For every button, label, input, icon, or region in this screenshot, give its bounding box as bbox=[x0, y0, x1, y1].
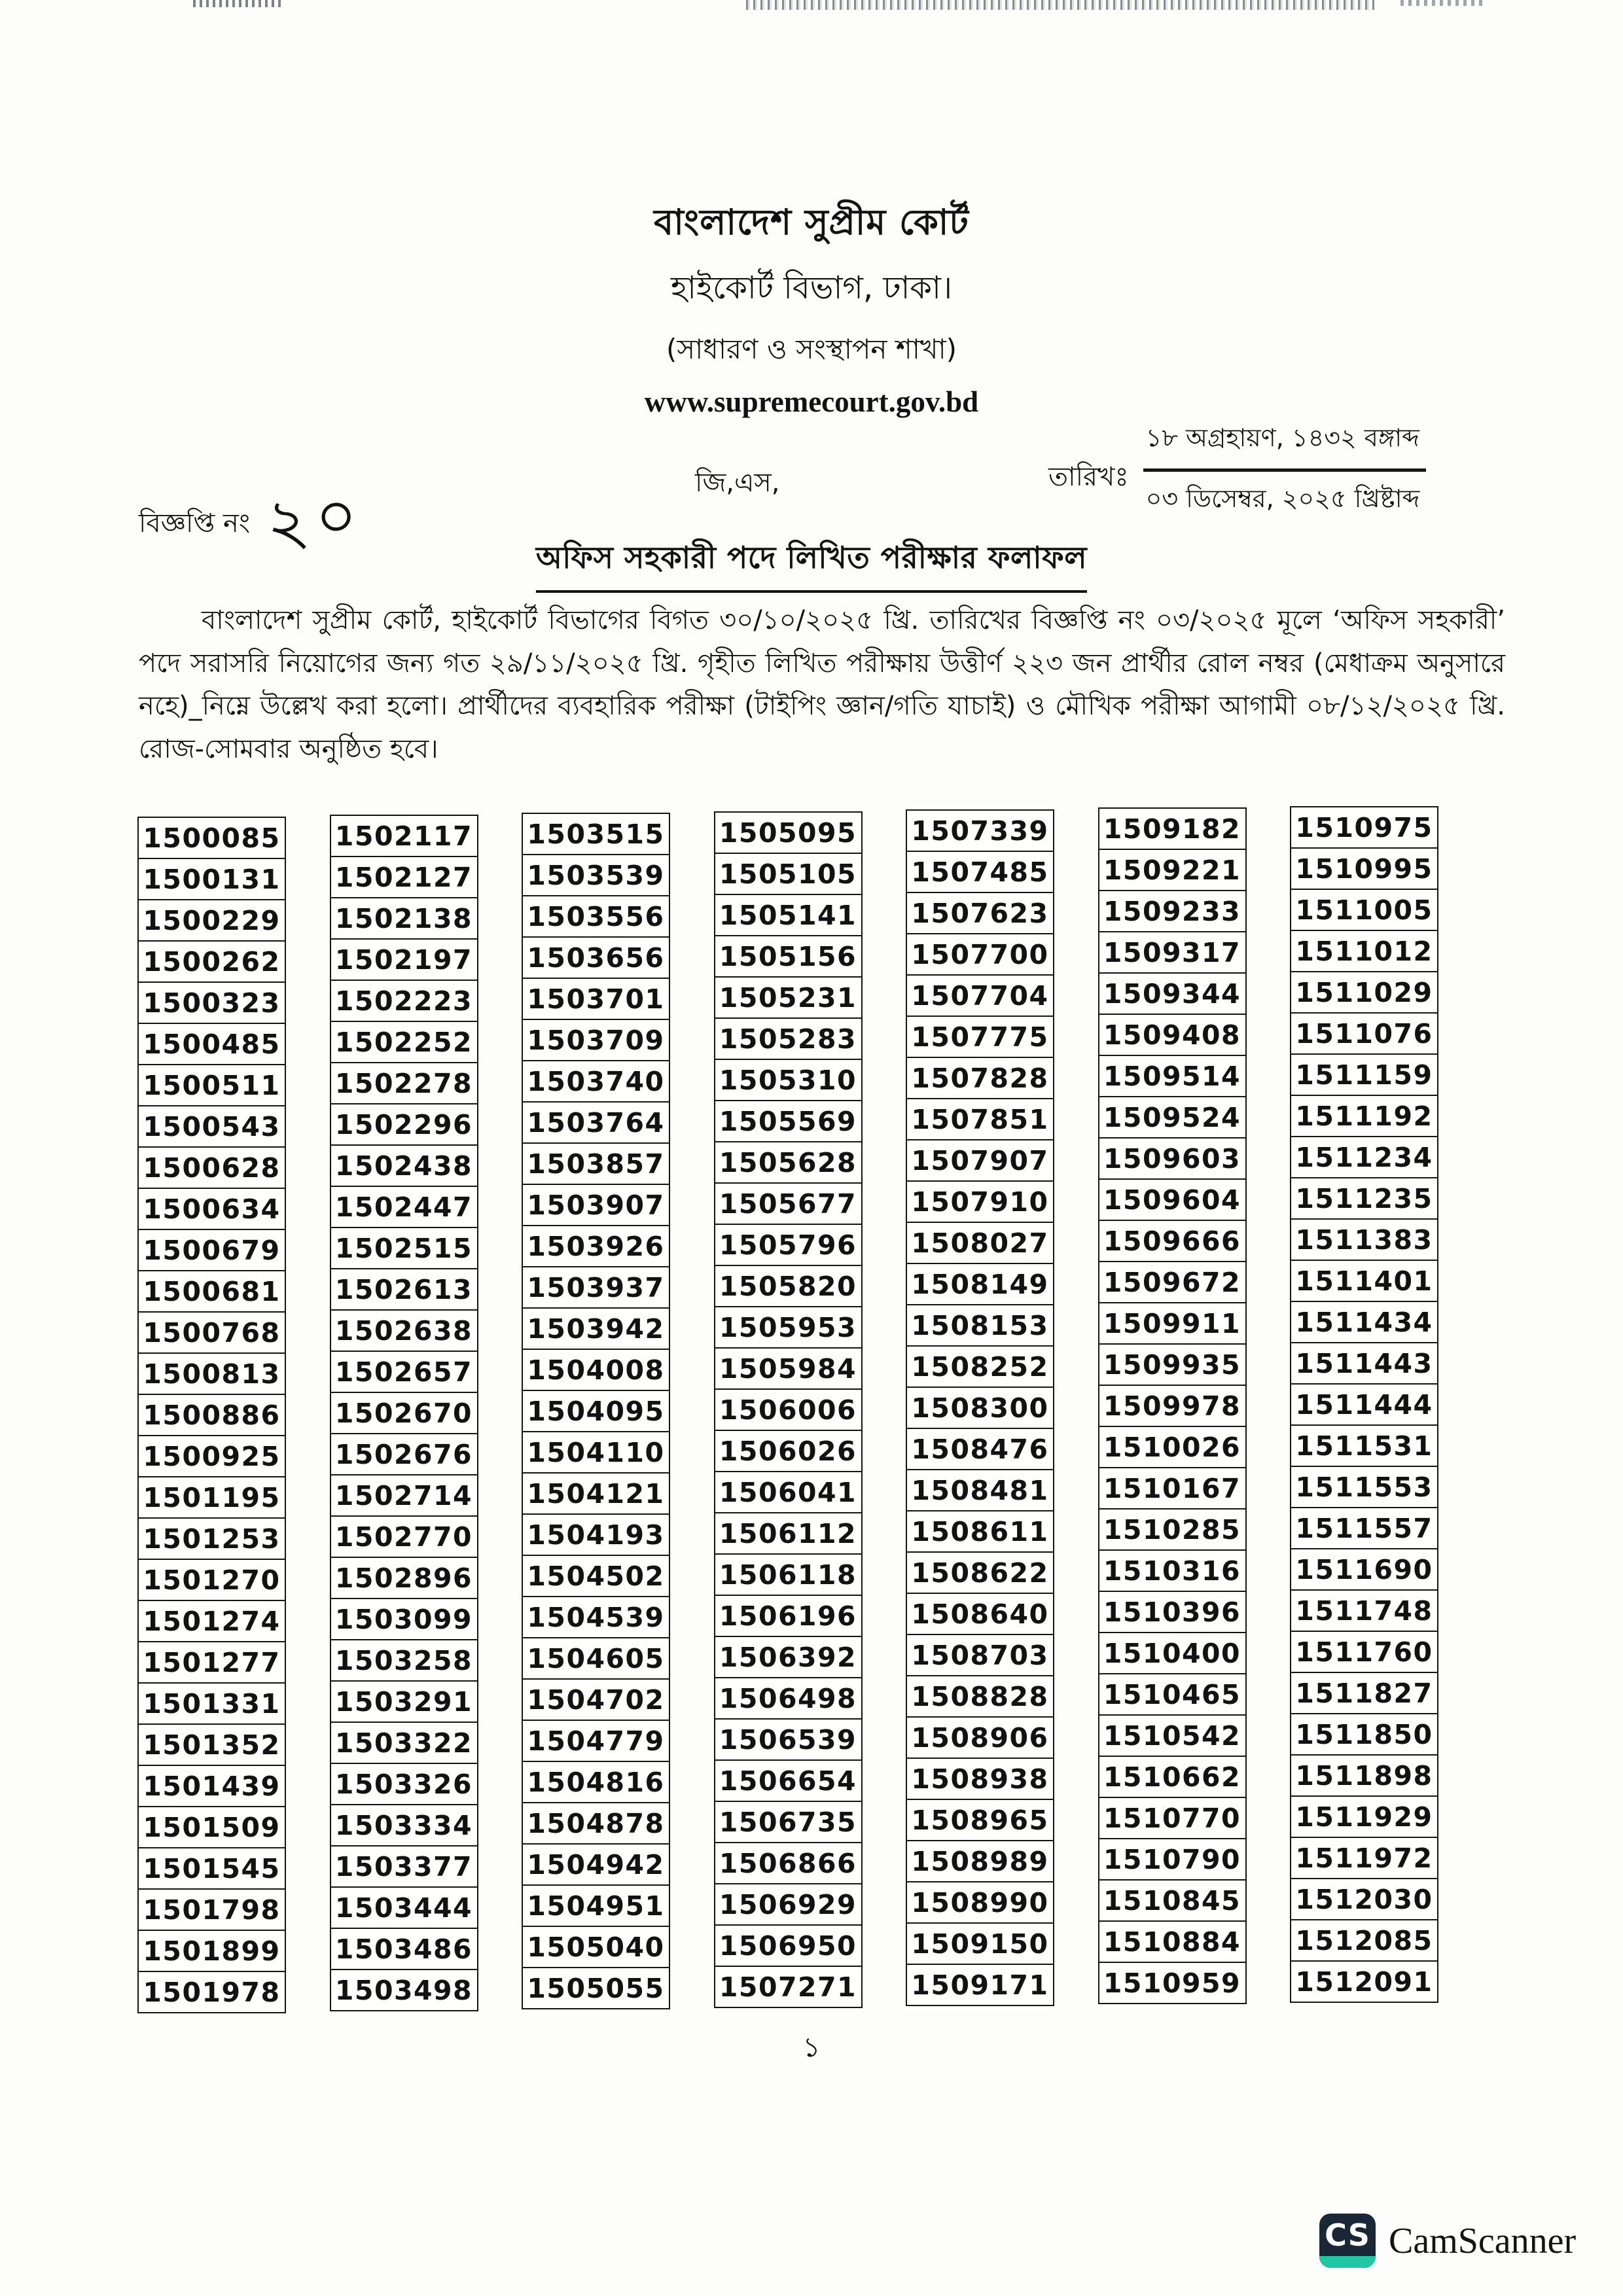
intro-paragraph: বাংলাদেশ সুপ্রীম কোর্ট, হাইকোর্ট বিভাগের বিগত ৩০/১০/২০২৫ খ্রি. তারিখের বিজ্ঞপ্তি নং ০৩/২০২৫ মূলে ‘অফিস সহকারী’ পদে সরাসরি নিয়োগের জন্য গত ২৯/১১/২০২৫ খ্রি. গৃহীত লিখিত পরীক্ষায় উত্তীর্ণ ২২৩ জন প্রার্থীর রোল নম্বর (মেধাক্রম অনুসারে নহে)_নিম্নে উল্লেখ করা হলো। প্রার্থীদের ব্যবহারিক পরীক্ষা (টাইপিং জ্ঞান/গতি যাচাই) ও মৌখিক পরীক্ষা আগামী ০৮/১২/২০২৫ খ্রি. রোজ-সোমবার অনুষ্ঠিত হবে। bbox=[139, 605, 1505, 764]
roll-cell: 1509978 bbox=[1098, 1385, 1247, 1427]
roll-cell: 1507485 bbox=[906, 851, 1054, 893]
roll-cell: 1503515 bbox=[522, 813, 670, 855]
roll-cell: 1510995 bbox=[1290, 847, 1438, 890]
roll-cell: 1500543 bbox=[137, 1105, 286, 1148]
title-row bbox=[0, 535, 1623, 593]
date-block bbox=[1048, 419, 1426, 521]
roll-cell: 1506498 bbox=[714, 1677, 863, 1720]
roll-cell: 1503701 bbox=[522, 978, 670, 1020]
page-title: অফিস সহকারী পদে লিখিত পরীক্ষার ফলাফল bbox=[536, 535, 1087, 593]
roll-cell: 1500679 bbox=[137, 1229, 286, 1271]
roll-table bbox=[137, 806, 1438, 2008]
roll-cell: 1507271 bbox=[714, 1966, 863, 2008]
roll-cell: 1512085 bbox=[1290, 1919, 1438, 1962]
roll-cell: 1502252 bbox=[330, 1021, 478, 1063]
roll-cell: 1503556 bbox=[522, 895, 670, 938]
roll-cell: 1503291 bbox=[330, 1680, 478, 1723]
roll-cell: 1508153 bbox=[906, 1304, 1054, 1347]
roll-cell: 1503322 bbox=[330, 1722, 478, 1764]
roll-cell: 1501798 bbox=[137, 1888, 286, 1931]
roll-cell: 1509514 bbox=[1098, 1055, 1247, 1097]
roll-cell: 1501899 bbox=[137, 1930, 286, 1972]
roll-cell: 1509182 bbox=[1098, 807, 1247, 850]
roll-cell: 1505231 bbox=[714, 976, 863, 1019]
roll-cell: 1507851 bbox=[906, 1098, 1054, 1140]
roll-cell: 1502127 bbox=[330, 856, 478, 898]
branch-line: (সাধারণ ও সংস্থাপন শাখা) bbox=[666, 333, 957, 365]
roll-cell: 1505156 bbox=[714, 935, 863, 978]
roll-cell: 1505953 bbox=[714, 1306, 863, 1349]
roll-cell: 1500131 bbox=[137, 858, 286, 900]
roll-cell: 1506006 bbox=[714, 1388, 863, 1431]
roll-cell: 1500085 bbox=[137, 817, 286, 859]
roll-column-1 bbox=[137, 817, 286, 2013]
roll-cell: 1502438 bbox=[330, 1144, 478, 1187]
roll-cell: 1505040 bbox=[522, 1926, 670, 1968]
roll-cell: 1503926 bbox=[522, 1225, 670, 1267]
scan-artifact bbox=[1400, 0, 1486, 6]
roll-cell: 1502223 bbox=[330, 980, 478, 1022]
roll-cell: 1505095 bbox=[714, 811, 863, 854]
roll-cell: 1510884 bbox=[1098, 1920, 1247, 1963]
camscanner-icon-text: CS bbox=[1325, 2217, 1370, 2253]
roll-cell: 1509604 bbox=[1098, 1178, 1247, 1221]
roll-cell: 1509666 bbox=[1098, 1220, 1247, 1262]
roll-cell: 1506654 bbox=[714, 1759, 863, 1802]
roll-cell: 1502770 bbox=[330, 1515, 478, 1558]
roll-cell: 1511972 bbox=[1290, 1837, 1438, 1879]
roll-cell: 1500262 bbox=[137, 940, 286, 983]
roll-cell: 1510770 bbox=[1098, 1797, 1247, 1839]
roll-cell: 1500681 bbox=[137, 1270, 286, 1313]
roll-cell: 1510400 bbox=[1098, 1632, 1247, 1674]
roll-cell: 1508300 bbox=[906, 1386, 1054, 1429]
roll-cell: 1503656 bbox=[522, 936, 670, 979]
roll-cell: 1504951 bbox=[522, 1884, 670, 1927]
roll-cell: 1500768 bbox=[137, 1311, 286, 1354]
roll-cell: 1508027 bbox=[906, 1222, 1054, 1264]
roll-cell: 1509317 bbox=[1098, 931, 1247, 974]
roll-cell: 1510542 bbox=[1098, 1714, 1247, 1757]
scan-artifact bbox=[746, 0, 1374, 10]
roll-cell: 1503486 bbox=[330, 1928, 478, 1970]
roll-cell: 1506866 bbox=[714, 1842, 863, 1884]
roll-cell: 1511444 bbox=[1290, 1383, 1438, 1426]
roll-cell: 1504095 bbox=[522, 1390, 670, 1432]
roll-cell: 1506112 bbox=[714, 1512, 863, 1555]
date-bangla: ১৮ অগ্রহায়ণ, ১৪৩২ বঙ্গাব্দ bbox=[1143, 419, 1427, 472]
roll-cell: 1508611 bbox=[906, 1510, 1054, 1553]
roll-column-3 bbox=[522, 813, 670, 2009]
roll-cell: 1507700 bbox=[906, 933, 1054, 976]
roll-cell: 1505984 bbox=[714, 1347, 863, 1390]
roll-cell: 1508828 bbox=[906, 1675, 1054, 1718]
roll-cell: 1504121 bbox=[522, 1472, 670, 1515]
roll-cell: 1504878 bbox=[522, 1802, 670, 1845]
roll-cell: 1511748 bbox=[1290, 1589, 1438, 1632]
roll-cell: 1506118 bbox=[714, 1553, 863, 1596]
roll-cell: 1505141 bbox=[714, 894, 863, 936]
notice-number-label: বিজ্ঞপ্তি নং bbox=[139, 508, 251, 539]
roll-cell: 1503764 bbox=[522, 1101, 670, 1144]
roll-cell: 1510662 bbox=[1098, 1756, 1247, 1798]
roll-cell: 1501274 bbox=[137, 1600, 286, 1642]
roll-cell: 1500813 bbox=[137, 1352, 286, 1395]
roll-cell: 1508989 bbox=[906, 1840, 1054, 1882]
roll-column-7 bbox=[1290, 806, 1438, 2003]
roll-cell: 1507623 bbox=[906, 892, 1054, 934]
website-url: www.supremecourt.gov.bd bbox=[644, 385, 979, 418]
roll-cell: 1508640 bbox=[906, 1593, 1054, 1635]
roll-cell: 1504702 bbox=[522, 1678, 670, 1721]
roll-cell: 1508990 bbox=[906, 1881, 1054, 1924]
page-number: ১ bbox=[802, 2031, 821, 2063]
roll-cell: 1505820 bbox=[714, 1265, 863, 1307]
roll-cell: 1502676 bbox=[330, 1433, 478, 1475]
roll-cell: 1509344 bbox=[1098, 972, 1247, 1015]
roll-cell: 1511076 bbox=[1290, 1012, 1438, 1055]
roll-cell: 1502197 bbox=[330, 938, 478, 981]
roll-cell: 1507910 bbox=[906, 1180, 1054, 1223]
roll-cell: 1510959 bbox=[1098, 1962, 1247, 2004]
roll-cell: 1511553 bbox=[1290, 1466, 1438, 1508]
roll-cell: 1509524 bbox=[1098, 1096, 1247, 1139]
roll-cell: 1503539 bbox=[522, 854, 670, 896]
roll-cell: 1503498 bbox=[330, 1969, 478, 2011]
camscanner-icon-strip bbox=[1319, 2256, 1376, 2268]
roll-cell: 1501277 bbox=[137, 1641, 286, 1684]
roll-cell: 1511234 bbox=[1290, 1136, 1438, 1178]
roll-cell: 1510845 bbox=[1098, 1879, 1247, 1922]
gs-reference: জি,এস, bbox=[695, 468, 780, 498]
roll-cell: 1502714 bbox=[330, 1474, 478, 1517]
roll-cell: 1500229 bbox=[137, 899, 286, 942]
roll-cell: 1500628 bbox=[137, 1146, 286, 1189]
roll-cell: 1511850 bbox=[1290, 1713, 1438, 1756]
roll-cell: 1502657 bbox=[330, 1351, 478, 1393]
roll-cell: 1505105 bbox=[714, 853, 863, 895]
roll-cell: 1508938 bbox=[906, 1757, 1054, 1800]
roll-cell: 1506026 bbox=[714, 1430, 863, 1472]
roll-cell: 1510316 bbox=[1098, 1549, 1247, 1592]
roll-column-5 bbox=[906, 809, 1054, 2006]
roll-cell: 1500323 bbox=[137, 981, 286, 1024]
roll-cell: 1503907 bbox=[522, 1184, 670, 1226]
roll-cell: 1511434 bbox=[1290, 1301, 1438, 1343]
roll-cell: 1511159 bbox=[1290, 1053, 1438, 1096]
roll-column-6 bbox=[1098, 807, 1247, 2004]
roll-cell: 1500925 bbox=[137, 1435, 286, 1477]
roll-cell: 1501509 bbox=[137, 1806, 286, 1848]
roll-cell: 1504539 bbox=[522, 1596, 670, 1638]
roll-cell: 1500511 bbox=[137, 1064, 286, 1106]
roll-cell: 1501331 bbox=[137, 1682, 286, 1725]
roll-cell: 1509672 bbox=[1098, 1261, 1247, 1303]
roll-cell: 1510026 bbox=[1098, 1426, 1247, 1468]
roll-cell: 1510790 bbox=[1098, 1838, 1247, 1881]
roll-cell: 1510975 bbox=[1290, 806, 1438, 849]
roll-cell: 1500485 bbox=[137, 1023, 286, 1065]
roll-cell: 1509233 bbox=[1098, 890, 1247, 932]
roll-cell: 1502638 bbox=[330, 1309, 478, 1352]
roll-cell: 1511827 bbox=[1290, 1672, 1438, 1714]
roll-cell: 1508965 bbox=[906, 1799, 1054, 1841]
roll-cell: 1502296 bbox=[330, 1103, 478, 1146]
roll-cell: 1505628 bbox=[714, 1141, 863, 1184]
roll-cell: 1511690 bbox=[1290, 1548, 1438, 1591]
roll-cell: 1509911 bbox=[1098, 1302, 1247, 1345]
roll-cell: 1506196 bbox=[714, 1595, 863, 1637]
roll-cell: 1504942 bbox=[522, 1843, 670, 1886]
roll-cell: 1502613 bbox=[330, 1268, 478, 1311]
roll-cell: 1507907 bbox=[906, 1139, 1054, 1182]
org-name: বাংলাদেশ সুপ্রীম কোর্ট bbox=[654, 202, 969, 243]
roll-cell: 1500634 bbox=[137, 1188, 286, 1230]
roll-cell: 1504193 bbox=[522, 1513, 670, 1556]
roll-cell: 1511401 bbox=[1290, 1260, 1438, 1302]
roll-cell: 1511929 bbox=[1290, 1795, 1438, 1838]
roll-cell: 1511005 bbox=[1290, 889, 1438, 931]
roll-cell: 1503377 bbox=[330, 1845, 478, 1888]
roll-cell: 1505677 bbox=[714, 1182, 863, 1225]
roll-cell: 1503937 bbox=[522, 1266, 670, 1309]
roll-cell: 1502447 bbox=[330, 1186, 478, 1228]
roll-cell: 1500886 bbox=[137, 1394, 286, 1436]
roll-cell: 1509150 bbox=[906, 1922, 1054, 1965]
roll-cell: 1506392 bbox=[714, 1636, 863, 1678]
roll-cell: 1509603 bbox=[1098, 1137, 1247, 1180]
roll-cell: 1504816 bbox=[522, 1761, 670, 1803]
roll-cell: 1512091 bbox=[1290, 1960, 1438, 2003]
roll-cell: 1509221 bbox=[1098, 849, 1247, 891]
roll-cell: 1506929 bbox=[714, 1883, 863, 1926]
roll-cell: 1505569 bbox=[714, 1100, 863, 1142]
roll-cell: 1502278 bbox=[330, 1062, 478, 1104]
roll-cell: 1511029 bbox=[1290, 971, 1438, 1014]
roll-cell: 1509408 bbox=[1098, 1014, 1247, 1056]
roll-cell: 1505283 bbox=[714, 1017, 863, 1060]
roll-cell: 1506539 bbox=[714, 1718, 863, 1761]
roll-column-4 bbox=[714, 811, 863, 2008]
roll-cell: 1504502 bbox=[522, 1555, 670, 1597]
roll-cell: 1506041 bbox=[714, 1471, 863, 1513]
roll-cell: 1504605 bbox=[522, 1637, 670, 1680]
roll-cell: 1511012 bbox=[1290, 930, 1438, 972]
roll-cell: 1503099 bbox=[330, 1598, 478, 1640]
roll-cell: 1504779 bbox=[522, 1720, 670, 1762]
roll-cell: 1501978 bbox=[137, 1971, 286, 2013]
roll-column-2 bbox=[330, 815, 478, 2011]
roll-cell: 1501195 bbox=[137, 1476, 286, 1519]
roll-cell: 1511443 bbox=[1290, 1342, 1438, 1385]
roll-cell: 1505310 bbox=[714, 1059, 863, 1101]
roll-cell: 1510465 bbox=[1098, 1673, 1247, 1716]
roll-cell: 1508906 bbox=[906, 1716, 1054, 1759]
roll-cell: 1507704 bbox=[906, 974, 1054, 1017]
date-stack bbox=[1143, 419, 1427, 521]
roll-cell: 1502515 bbox=[330, 1227, 478, 1269]
roll-cell: 1511235 bbox=[1290, 1177, 1438, 1220]
roll-cell: 1501352 bbox=[137, 1723, 286, 1766]
roll-cell: 1501253 bbox=[137, 1517, 286, 1560]
roll-cell: 1505055 bbox=[522, 1967, 670, 2009]
roll-cell: 1503444 bbox=[330, 1886, 478, 1929]
roll-cell: 1511760 bbox=[1290, 1631, 1438, 1673]
roll-cell: 1511898 bbox=[1290, 1754, 1438, 1797]
roll-cell: 1501439 bbox=[137, 1765, 286, 1807]
roll-cell: 1509171 bbox=[906, 1964, 1054, 2006]
camscanner-label: CamScanner bbox=[1389, 2220, 1577, 2261]
roll-cell: 1508252 bbox=[906, 1345, 1054, 1388]
scan-artifact bbox=[193, 0, 285, 7]
roll-cell: 1502117 bbox=[330, 815, 478, 857]
roll-cell: 1505796 bbox=[714, 1224, 863, 1266]
roll-cell: 1508149 bbox=[906, 1263, 1054, 1305]
roll-cell: 1503334 bbox=[330, 1804, 478, 1846]
camscanner-icon bbox=[1319, 2214, 1376, 2268]
roll-cell: 1503258 bbox=[330, 1639, 478, 1682]
roll-cell: 1509935 bbox=[1098, 1343, 1247, 1386]
roll-cell: 1507775 bbox=[906, 1016, 1054, 1058]
roll-cell: 1507339 bbox=[906, 809, 1054, 852]
roll-cell: 1504110 bbox=[522, 1431, 670, 1474]
roll-cell: 1502670 bbox=[330, 1392, 478, 1434]
roll-cell: 1503740 bbox=[522, 1060, 670, 1103]
roll-cell: 1502896 bbox=[330, 1557, 478, 1599]
division-line: হাইকোর্ট বিভাগ, ঢাকা। bbox=[670, 270, 953, 306]
roll-cell: 1503857 bbox=[522, 1142, 670, 1185]
roll-cell: 1501545 bbox=[137, 1847, 286, 1890]
date-label: তারিখঃ bbox=[1048, 462, 1129, 492]
roll-cell: 1506735 bbox=[714, 1801, 863, 1843]
roll-cell: 1508622 bbox=[906, 1551, 1054, 1594]
roll-cell: 1512030 bbox=[1290, 1878, 1438, 1920]
roll-cell: 1504008 bbox=[522, 1349, 670, 1391]
camscanner-watermark bbox=[1319, 2214, 1576, 2268]
roll-cell: 1511557 bbox=[1290, 1507, 1438, 1549]
notice-number-handwritten: ২০ bbox=[261, 474, 368, 563]
roll-cell: 1510285 bbox=[1098, 1508, 1247, 1551]
letterhead bbox=[0, 195, 1623, 419]
roll-cell: 1511531 bbox=[1290, 1424, 1438, 1467]
roll-cell: 1510167 bbox=[1098, 1467, 1247, 1510]
roll-cell: 1503326 bbox=[330, 1763, 478, 1805]
roll-cell: 1507828 bbox=[906, 1057, 1054, 1099]
roll-cell: 1508703 bbox=[906, 1634, 1054, 1676]
roll-cell: 1503709 bbox=[522, 1019, 670, 1061]
roll-cell: 1502138 bbox=[330, 897, 478, 940]
roll-cell: 1501270 bbox=[137, 1559, 286, 1601]
roll-cell: 1511383 bbox=[1290, 1218, 1438, 1261]
roll-cell: 1503942 bbox=[522, 1307, 670, 1350]
roll-cell: 1506950 bbox=[714, 1924, 863, 1967]
roll-cell: 1510396 bbox=[1098, 1591, 1247, 1633]
roll-cell: 1508481 bbox=[906, 1469, 1054, 1511]
roll-cell: 1511192 bbox=[1290, 1095, 1438, 1137]
date-gregorian: ০৩ ডিসেম্বর, ২০২৫ খ্রিষ্টাব্দ bbox=[1145, 484, 1420, 513]
roll-cell: 1508476 bbox=[906, 1428, 1054, 1470]
